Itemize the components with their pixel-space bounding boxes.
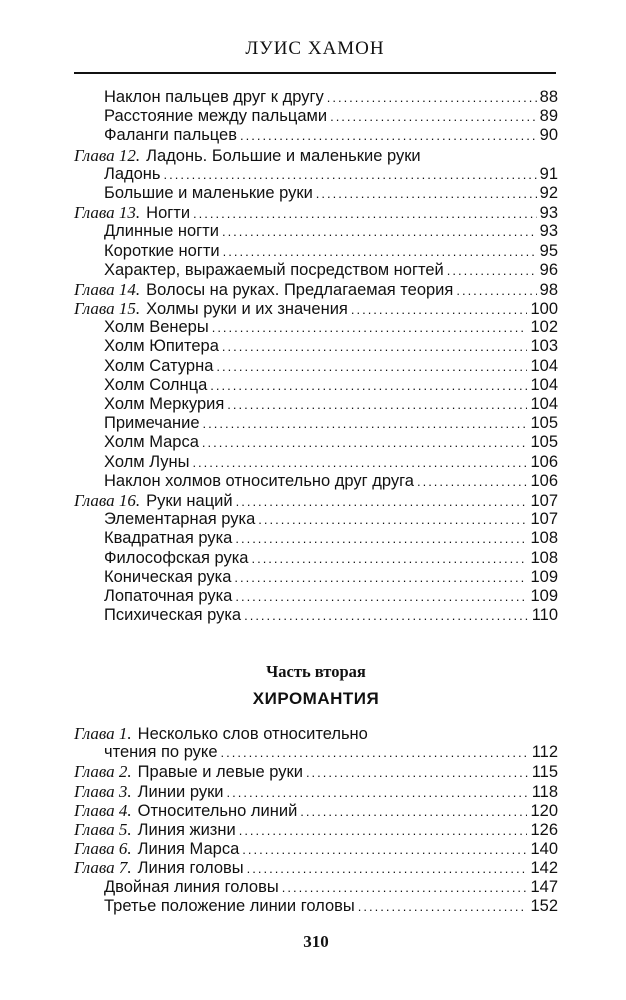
entry-page: 106 [530, 452, 558, 471]
chapter-label: Глава 3. [74, 781, 132, 801]
toc-entry-row [74, 549, 558, 568]
entry-page: 108 [530, 529, 558, 548]
toc-entry-row [74, 318, 558, 337]
entry-page: 126 [530, 820, 558, 839]
entry-page: 107 [530, 510, 558, 529]
toc-entry-row [74, 510, 558, 529]
entry-title: Квадратная рука [104, 529, 233, 548]
page-number: 310 [303, 932, 329, 951]
header-rule [74, 72, 556, 74]
entry-page: 102 [530, 318, 558, 337]
toc-chapter-row [74, 203, 558, 222]
chapter-label: Глава 16. [74, 490, 141, 510]
dot-leader [192, 453, 527, 472]
entry-title: Короткие ногти [104, 241, 220, 260]
chapter-label: Глава 2. [74, 762, 132, 782]
entry-page: 108 [530, 548, 558, 567]
dot-leader [351, 300, 528, 319]
toc-chapter-row [74, 782, 558, 801]
toc-entry-row [74, 453, 558, 472]
part-title: ХИРОМАНТИЯ [252, 689, 380, 708]
dot-leader [330, 107, 537, 126]
toc-chapter-row [74, 146, 558, 165]
entry-page: 142 [530, 859, 558, 878]
toc-chapter-row [74, 299, 558, 318]
dot-leader [306, 763, 529, 782]
entry-title: Элементарная рука [104, 510, 256, 529]
entry-title: Холм Солнца [104, 375, 208, 394]
entry-title: Холм Сатурна [104, 356, 214, 375]
entry-page: 93 [539, 204, 558, 223]
dot-leader [244, 606, 529, 625]
chapter-label: Глава 7. [74, 858, 132, 878]
entry-page: 105 [530, 433, 558, 452]
toc-chapter-row [74, 839, 558, 858]
entry-page: 105 [530, 414, 558, 433]
toc-entry-row [74, 88, 558, 107]
toc-entry-row [74, 568, 558, 587]
chapter-label: Глава 13. [74, 203, 141, 223]
dot-leader [242, 840, 527, 859]
dot-leader [210, 376, 527, 395]
entry-title: Наклон холмов относительно друг друга [104, 471, 414, 490]
entry-page: 92 [539, 183, 558, 202]
entry-title: Большие и маленькие руки [104, 183, 313, 202]
entry-title: Несколько слов относительно [137, 725, 368, 743]
entry-title: Холм Меркурия [104, 395, 225, 413]
dot-leader [203, 414, 528, 433]
entry-title: Наклон пальцев друг к другу [104, 88, 324, 106]
dot-leader [282, 878, 528, 897]
entry-title: Примечание [104, 414, 200, 433]
dot-leader [227, 783, 529, 802]
toc-entry-row [74, 414, 558, 433]
dot-leader [358, 897, 528, 916]
entry-title: Характер, выражаемый посредством ногтей [104, 260, 444, 279]
toc-chapter-row [74, 858, 558, 877]
chapter-label: Глава 14. [74, 279, 141, 299]
entry-title: Холмы руки и их значения [146, 300, 348, 319]
entry-page: 100 [530, 300, 558, 319]
entry-title: Длинные ногти [104, 222, 219, 241]
toc-entry-row [74, 242, 558, 261]
toc-part-1 [74, 88, 558, 625]
dot-leader [239, 821, 528, 840]
toc-entry-row [74, 587, 558, 606]
dot-leader [216, 357, 527, 376]
dot-leader [236, 492, 528, 511]
dot-leader [222, 337, 528, 356]
entry-page: 118 [531, 782, 558, 801]
chapter-label: Глава 5. [74, 819, 132, 839]
entry-page: 140 [530, 840, 558, 859]
toc-chapter-row [74, 762, 558, 781]
dot-leader [417, 472, 528, 491]
dot-leader [227, 395, 527, 414]
entry-page: 89 [539, 107, 558, 126]
toc-entry-row [74, 743, 558, 762]
entry-page: 88 [539, 88, 558, 106]
entry-title: Философская рука [104, 548, 249, 567]
entry-title: Лопаточная рука [104, 586, 233, 605]
entry-title: Руки наций [146, 491, 233, 510]
toc-chapter-row [74, 280, 558, 299]
toc-entry-row [74, 337, 558, 356]
toc-entry-row [74, 472, 558, 491]
dot-leader [240, 126, 537, 145]
entry-page: 110 [531, 606, 558, 625]
entry-page: 107 [530, 491, 558, 510]
dot-leader [212, 318, 528, 337]
toc-entry-row [74, 897, 558, 916]
chapter-label: Глава 4. [74, 800, 132, 820]
entry-title: Холм Луны [104, 452, 190, 471]
entry-page: 104 [530, 395, 558, 413]
dot-leader [202, 433, 528, 452]
toc-entry-row [74, 395, 558, 414]
toc-entry-row [74, 126, 558, 145]
dot-leader [258, 510, 527, 529]
running-header: ЛУИС ХАМОН [245, 38, 385, 59]
entry-page: 147 [530, 877, 558, 896]
part-label: Часть вторая [266, 662, 366, 681]
toc-entry-row [74, 606, 558, 625]
dot-leader [234, 568, 527, 587]
entry-page: 120 [530, 801, 558, 820]
toc-chapter-row [74, 801, 558, 820]
toc-entry-row [74, 261, 558, 280]
dot-leader [447, 261, 537, 280]
chapter-label: Глава 6. [74, 839, 132, 859]
entry-title: Коническая рука [104, 567, 232, 586]
entry-page: 115 [531, 763, 558, 782]
toc-entry-row [74, 222, 558, 241]
entry-title: Холм Юпитера [104, 337, 219, 356]
dot-leader [221, 743, 529, 762]
entry-page: 98 [539, 280, 558, 299]
dot-leader [223, 242, 537, 261]
dot-leader [164, 165, 537, 184]
dot-leader [327, 88, 537, 107]
entry-page: 106 [530, 471, 558, 490]
entry-title: Относительно линий [137, 801, 298, 820]
dot-leader [235, 529, 527, 548]
toc-chapter-row [74, 491, 558, 510]
entry-page: 112 [531, 743, 558, 762]
toc-entry-row [74, 357, 558, 376]
entry-page: 93 [539, 222, 558, 241]
toc-entry-row [74, 165, 558, 184]
entry-title: Волосы на руках. Предлагаемая теория [146, 280, 454, 299]
entry-page: 95 [539, 241, 558, 260]
dot-leader [300, 802, 527, 821]
dot-leader [235, 587, 527, 606]
dot-leader [316, 184, 537, 203]
toc-chapter-row [74, 820, 558, 839]
entry-title: Двойная линия головы [104, 877, 279, 896]
entry-page: 90 [539, 126, 558, 145]
entry-title: Психическая рука [104, 606, 242, 625]
toc-entry-row [74, 529, 558, 548]
toc-chapter-row [74, 724, 558, 743]
entry-page: 91 [539, 164, 558, 183]
entry-page: 104 [530, 356, 558, 375]
entry-title: Холм Марса [104, 433, 199, 452]
entry-title: Линия головы [137, 859, 244, 878]
entry-title: Расстояние между пальцами [104, 107, 328, 126]
entry-title: Третье положение линии головы [104, 896, 355, 915]
entry-title: Фаланги пальцев [104, 126, 237, 145]
entry-title: Линия жизни [137, 820, 236, 839]
entry-title: чтения по руке [104, 743, 218, 762]
entry-page: 96 [539, 260, 558, 279]
chapter-label: Глава 12. [74, 145, 141, 165]
toc-part-2 [74, 724, 558, 916]
toc-entry-row [74, 184, 558, 203]
dot-leader [247, 859, 528, 878]
toc-entry-row [74, 107, 558, 126]
entry-title: Линии руки [137, 782, 224, 801]
entry-title: Ногти [146, 204, 191, 223]
entry-page: 109 [530, 567, 558, 586]
toc-entry-row [74, 878, 558, 897]
dot-leader [222, 222, 537, 241]
toc-entry-row [74, 376, 558, 395]
entry-title: Холм Венеры [104, 318, 209, 337]
dot-leader [193, 204, 537, 223]
entry-page: 152 [530, 896, 558, 915]
entry-title: Ладонь. Большие и маленькие руки [146, 146, 421, 165]
dot-leader [251, 549, 527, 568]
entry-page: 109 [530, 586, 558, 605]
entry-page: 104 [530, 375, 558, 394]
entry-title: Линия Марса [137, 840, 240, 859]
toc-entry-row [74, 433, 558, 452]
entry-title: Правые и левые руки [137, 763, 303, 782]
entry-title: Ладонь [104, 164, 161, 183]
dot-leader [456, 281, 536, 300]
chapter-label: Глава 15. [74, 299, 141, 319]
chapter-label: Глава 1. [74, 724, 132, 743]
entry-page: 103 [530, 337, 558, 356]
